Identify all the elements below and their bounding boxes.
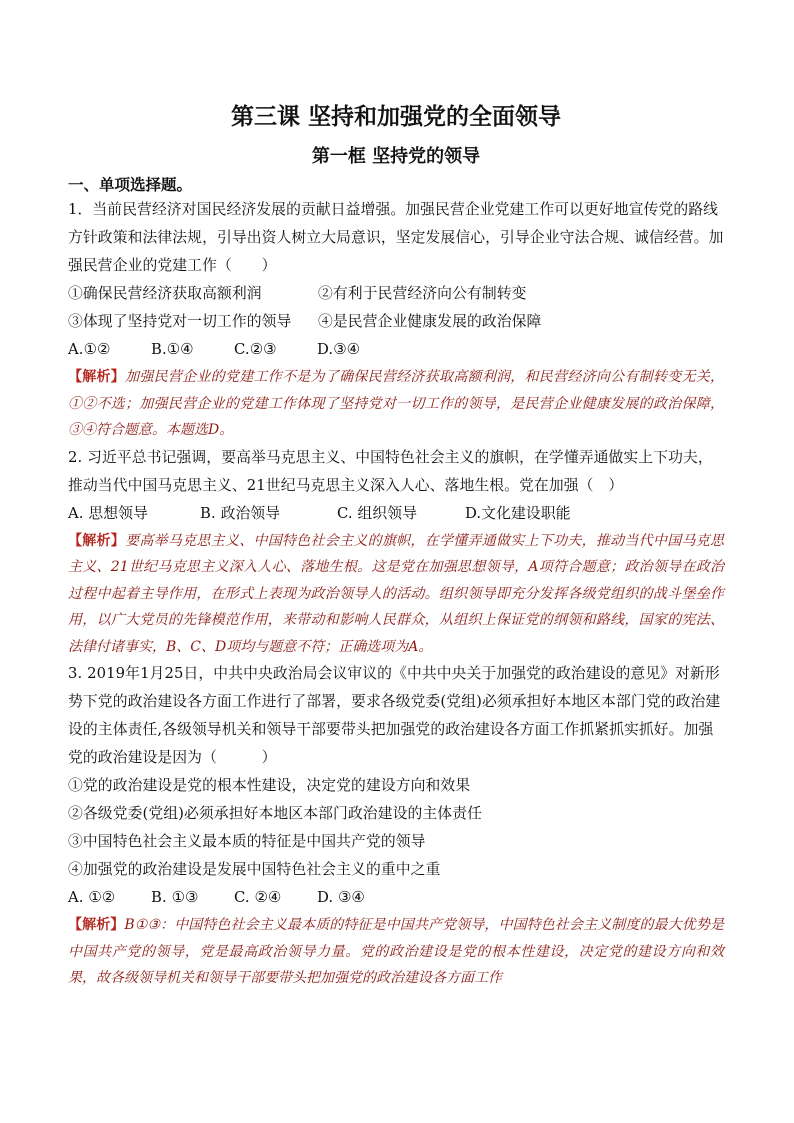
question-1-choice-a: A.①② [68, 341, 111, 358]
question-section-heading: 一、单项选择题。 [68, 176, 193, 194]
question-3-choice-c: C. ②④ [234, 889, 282, 906]
question-2-choice-b: B. 政治领导 [200, 504, 281, 522]
lesson-title: 第三课 坚持和加强党的全面领导 [230, 104, 561, 130]
question-2 [68, 444, 724, 528]
question-1-analysis-text: 加强民营企业的党建工作不是为了确保民营经济获取高额利润，和民营经济向公有制转变无关，①②不选；加强民营企业的党建工作体现了坚持党对一切工作的领导，是民营企业健康发展的政治保障，③④符合题意。本题选D。 [68, 369, 725, 438]
question-1 [68, 196, 724, 364]
question-1-choice-b: B.①④ [151, 341, 194, 358]
question-2-choice-c: C. 组织领导 [337, 504, 418, 522]
question-1-analysis [68, 364, 724, 444]
question-1-choice-d: D.③④ [317, 341, 360, 358]
question-1-choices [68, 336, 724, 364]
question-2-stem: 2. 习近平总书记强调，要高举马克思主义、中国特色社会主义的旗帜，在学懂弄通做实上下功夫，推动当代中国马克思主义、21世纪马克思主义深入人心、落地生根。党在加强（ ） [68, 448, 713, 494]
question-3-item-1: ①党的政治建设是党的根本性建设，决定党的建设方向和效果 [68, 777, 471, 794]
analysis-tag: 【解析】 [68, 917, 125, 933]
question-1-stem: 1．当前民营经济对国民经济发展的贡献日益增强。加强民营企业党建工作可以更好地宣传党的路线方针政策和法律法规，引导出资人树立大局意识，坚定发展信心，引导企业守法合规、诚信经营。加强民营企业的党建工作（ ） [68, 201, 724, 274]
question-3-item-2: ②各级党委(党组)必须承担好本地区本部门政治建设的主体责任 [68, 805, 482, 822]
question-2-choice-a: A. 思想领导 [68, 504, 148, 522]
question-1-items-row-2 [68, 308, 724, 336]
question-1-item-4: ④是民营企业健康发展的政治保障 [318, 313, 542, 330]
question-3-analysis [68, 912, 724, 992]
question-1-item-1: ①确保民营经济获取高额利润 [68, 285, 262, 302]
question-3-item-3: ③中国特色社会主义最本质的特征是中国共产党的领导 [68, 833, 426, 850]
analysis-tag: 【解析】 [68, 369, 126, 385]
question-3-item-4: ④加强党的政治建设是发展中国特色社会主义的重中之重 [68, 861, 441, 878]
question-3-choices [68, 884, 724, 912]
question-2-analysis-text: 要高举马克思主义、中国特色社会主义的旗帜，在学懂弄通做实上下功夫，推动当代中国马克思主义、21世纪马克思主义深入人心、落地生根。这是党在加强思想领导，A项符合题意；政治领导在政治过程中起着主导作用，在形式上表现为政治领导人的活动。组织领导即充分发挥各级党组织的战斗堡垒作用，以广大党员的先锋模范作用，来带动和影响人民群众，从组织上保证党的纲领和路线，国家的宪法、法律付诸事实，B、C、D项均与题意不符；正确选项为A。 [68, 532, 725, 655]
question-3-choice-b: B. ①③ [151, 889, 199, 906]
question-1-choice-c: C.②③ [234, 341, 277, 358]
question-1-item-3: ③体现了坚持党对一切工作的领导 [68, 313, 292, 330]
question-3 [68, 660, 724, 912]
question-3-choice-a: A. ①② [68, 889, 116, 906]
question-3-analysis-text: B①③：中国特色社会主义最本质的特征是中国共产党领导，中国特色社会主义制度的最大优势是中国共产党的领导，党是最高政治领导力量。党的政治建设是党的根本性建设，决定党的建设方向和效果，故各级领导机关和领导干部要带头把加强党的政治建设各方面工作 [68, 917, 725, 986]
question-2-choice-d: D.文化建设职能 [465, 504, 571, 522]
section-subtitle: 第一框 坚持党的领导 [311, 146, 481, 167]
question-1-items-row-1 [68, 280, 724, 308]
analysis-tag: 【解析】 [68, 532, 126, 549]
question-3-stem: 3. 2019年1月25日，中共中央政治局会议审议的《中共中央关于加强党的政治建设的意见》对新形势下党的政治建设各方面工作进行了部署，要求各级党委(党组)必须承担好本地区本部门党的政治建设的主体责任,各级领导机关和领导干部要带头把加强党的政治建设各方面工作抓紧抓实抓好。加强党的政治建设是因为（ ） [68, 665, 721, 766]
question-3-choice-d: D. ③④ [317, 889, 365, 906]
question-2-choices [68, 500, 724, 528]
question-2-analysis [68, 528, 724, 661]
question-1-item-2: ②有利于民营经济向公有制转变 [318, 285, 527, 302]
